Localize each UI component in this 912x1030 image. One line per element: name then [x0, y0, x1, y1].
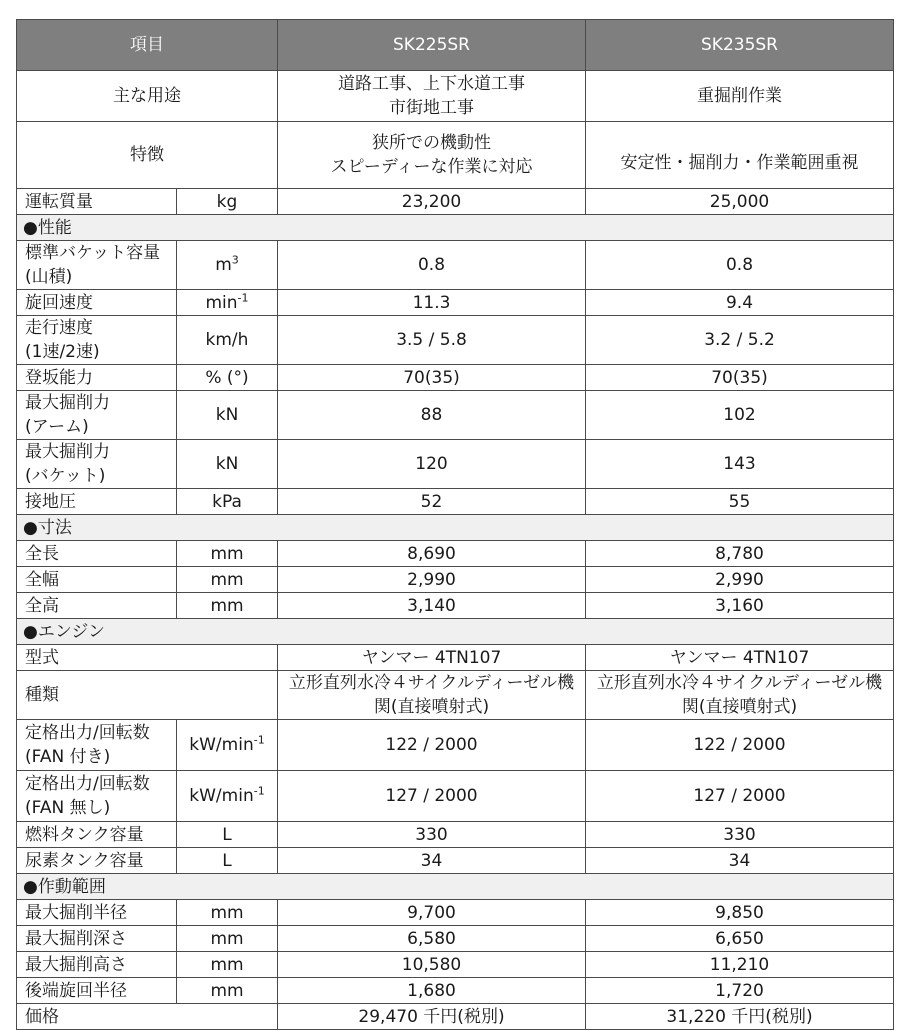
dim-b: 8,780 — [586, 541, 894, 567]
usage-row — [17, 71, 894, 122]
perf-label: 最大掘削力 (バケット) — [17, 440, 177, 489]
range-a: 1,680 — [278, 978, 586, 1004]
range-unit: mm — [177, 900, 278, 926]
engine-fuel-a: 330 — [278, 822, 586, 848]
range-b: 11,210 — [586, 952, 894, 978]
engine-output-nofan-unit: $kW/\min^{-1}$ — [177, 771, 278, 822]
engine-output-fan-b: 122 / 2000 — [586, 720, 894, 771]
usage-b: 重掘削作業 — [586, 71, 894, 122]
engine-output-fan-row — [17, 720, 894, 771]
range-row — [17, 978, 894, 1004]
usage-a: 道路工事、上下水道工事 市街地工事 — [278, 71, 586, 122]
perf-unit: $\min^{-1}$ — [177, 290, 278, 316]
perf-row — [17, 489, 894, 515]
dim-row — [17, 567, 894, 593]
perf-b: 143 — [586, 440, 894, 489]
engine-output-nofan-b: 127 / 2000 — [586, 771, 894, 822]
dim-label: 全高 — [17, 593, 177, 619]
range-b: 9,850 — [586, 900, 894, 926]
perf-b: 3.2 / 5.2 — [586, 316, 894, 365]
perf-a: 11.3 — [278, 290, 586, 316]
range-unit: mm — [177, 926, 278, 952]
range-b: 6,650 — [586, 926, 894, 952]
dim-a: 3,140 — [278, 593, 586, 619]
perf-label: 旋回速度 — [17, 290, 177, 316]
feature-b: 安定性・掘削力・作業範囲重視 — [586, 122, 894, 189]
engine-fuel-b: 330 — [586, 822, 894, 848]
section-dimensions — [17, 515, 894, 541]
perf-label: 登坂能力 — [17, 365, 177, 391]
range-label: 最大掘削深さ — [17, 926, 177, 952]
section-working-range-label: ●作動範囲 — [17, 874, 894, 900]
mass-unit: kg — [177, 189, 278, 215]
engine-fuel-unit: L — [177, 822, 278, 848]
section-working-range — [17, 874, 894, 900]
engine-urea-b: 34 — [586, 848, 894, 874]
feature-a: 狭所での機動性 スピーディーな作業に対応 — [278, 122, 586, 189]
section-dimensions-label: ●寸法 — [17, 515, 894, 541]
range-row — [17, 952, 894, 978]
price-b: 31,220 千円(税別) — [586, 1004, 894, 1030]
engine-urea-a: 34 — [278, 848, 586, 874]
range-row — [17, 900, 894, 926]
perf-row — [17, 365, 894, 391]
perf-unit: kPa — [177, 489, 278, 515]
spec-table — [16, 19, 894, 1030]
perf-row — [17, 440, 894, 489]
dim-row — [17, 593, 894, 619]
engine-fuel-label: 燃料タンク容量 — [17, 822, 177, 848]
perf-b: 9.4 — [586, 290, 894, 316]
range-unit: mm — [177, 978, 278, 1004]
perf-a: 52 — [278, 489, 586, 515]
mass-a: 23,200 — [278, 189, 586, 215]
perf-label: 接地圧 — [17, 489, 177, 515]
perf-unit: % (°) — [177, 365, 278, 391]
engine-model-row — [17, 645, 894, 671]
range-a: 10,580 — [278, 952, 586, 978]
engine-model-b: ヤンマー 4TN107 — [586, 645, 894, 671]
mass-label: 運転質量 — [17, 189, 177, 215]
perf-unit: km/h — [177, 316, 278, 365]
dim-label: 全長 — [17, 541, 177, 567]
engine-type-b: 立形直列水冷４サイクルディーゼル機 関(直接噴射式) — [586, 671, 894, 720]
perf-row — [17, 241, 894, 290]
perf-unit: kN — [177, 391, 278, 440]
price-row — [17, 1004, 894, 1030]
model-a-header: SK225SR — [278, 20, 586, 71]
dim-row — [17, 541, 894, 567]
perf-b: 0.8 — [586, 241, 894, 290]
perf-label: 走行速度 (1速/2速) — [17, 316, 177, 365]
item-header: 項目 — [17, 20, 278, 71]
dim-b: 2,990 — [586, 567, 894, 593]
range-label: 後端旋回半径 — [17, 978, 177, 1004]
perf-a: 88 — [278, 391, 586, 440]
engine-output-fan-unit: $kW/\min^{-1}$ — [177, 720, 278, 771]
section-performance-label: ●性能 — [17, 215, 894, 241]
section-engine-label: ●エンジン — [17, 619, 894, 645]
perf-unit: $m^3$ — [177, 241, 278, 290]
range-b: 1,720 — [586, 978, 894, 1004]
engine-model-label: 型式 — [17, 645, 278, 671]
perf-row — [17, 391, 894, 440]
dim-label: 全幅 — [17, 567, 177, 593]
range-a: 6,580 — [278, 926, 586, 952]
engine-model-a: ヤンマー 4TN107 — [278, 645, 586, 671]
engine-urea-row — [17, 848, 894, 874]
engine-output-fan-label: 定格出力/回転数 (FAN 付き) — [17, 720, 177, 771]
range-row — [17, 926, 894, 952]
feature-label: 特徴 — [17, 122, 278, 189]
perf-label: 標準バケット容量 (山積) — [17, 241, 177, 290]
dim-unit: mm — [177, 541, 278, 567]
usage-label: 主な用途 — [17, 71, 278, 122]
perf-unit: kN — [177, 440, 278, 489]
perf-row — [17, 290, 894, 316]
range-label: 最大掘削高さ — [17, 952, 177, 978]
perf-a: 120 — [278, 440, 586, 489]
perf-row — [17, 316, 894, 365]
engine-output-nofan-row — [17, 771, 894, 822]
engine-type-a: 立形直列水冷４サイクルディーゼル機 関(直接噴射式) — [278, 671, 586, 720]
engine-output-nofan-label: 定格出力/回転数 (FAN 無し) — [17, 771, 177, 822]
section-performance — [17, 215, 894, 241]
perf-b: 102 — [586, 391, 894, 440]
perf-b: 70(35) — [586, 365, 894, 391]
dim-unit: mm — [177, 593, 278, 619]
engine-output-nofan-a: 127 / 2000 — [278, 771, 586, 822]
price-a: 29,470 千円(税別) — [278, 1004, 586, 1030]
mass-b: 25,000 — [586, 189, 894, 215]
perf-label: 最大掘削力 (アーム) — [17, 391, 177, 440]
perf-a: 0.8 — [278, 241, 586, 290]
dim-unit: mm — [177, 567, 278, 593]
engine-type-label: 種類 — [17, 671, 278, 720]
section-engine — [17, 619, 894, 645]
header-row — [17, 20, 894, 71]
engine-urea-unit: L — [177, 848, 278, 874]
model-b-header: SK235SR — [586, 20, 894, 71]
mass-row — [17, 189, 894, 215]
engine-urea-label: 尿素タンク容量 — [17, 848, 177, 874]
dim-a: 8,690 — [278, 541, 586, 567]
range-unit: mm — [177, 952, 278, 978]
perf-b: 55 — [586, 489, 894, 515]
price-label: 価格 — [17, 1004, 278, 1030]
range-label: 最大掘削半径 — [17, 900, 177, 926]
feature-row — [17, 122, 894, 189]
dim-a: 2,990 — [278, 567, 586, 593]
engine-type-row — [17, 671, 894, 720]
dim-b: 3,160 — [586, 593, 894, 619]
perf-a: 3.5 / 5.8 — [278, 316, 586, 365]
engine-fuel-row — [17, 822, 894, 848]
engine-output-fan-a: 122 / 2000 — [278, 720, 586, 771]
range-a: 9,700 — [278, 900, 586, 926]
perf-a: 70(35) — [278, 365, 586, 391]
